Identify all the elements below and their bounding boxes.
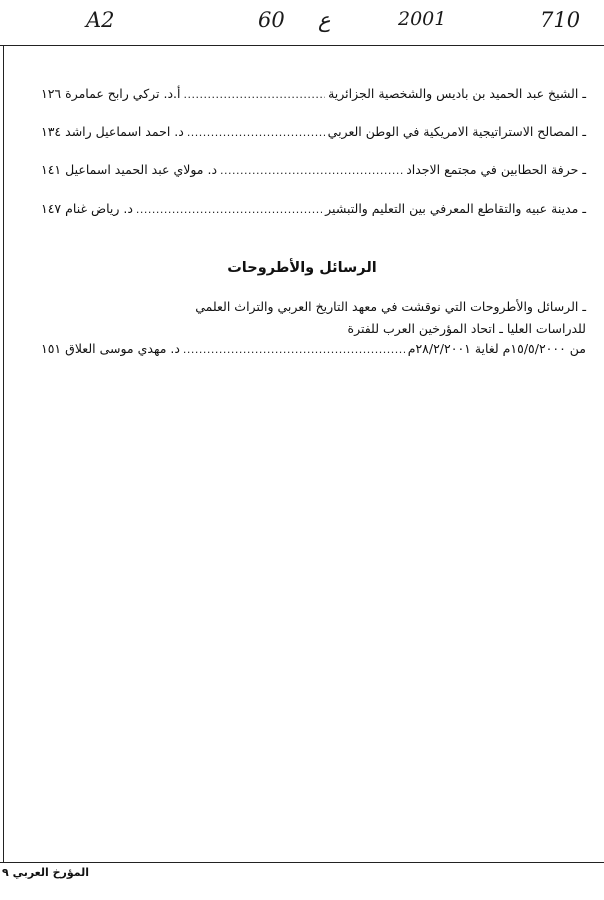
handwritten-note-3: ع (318, 8, 331, 32)
toc-entry-author: أ.د. تركي رابح عمامرة (65, 86, 181, 101)
toc-entry-title: المصالح الاستراتيجية الامريكية في الوطن العربي (327, 124, 579, 139)
theses-description-line-2: للدراسات العليا ـ اتحاد المؤرخين العرب للفترة (347, 321, 586, 336)
toc-entry-dash: ـ (582, 162, 586, 177)
toc-leader-dots (220, 162, 403, 180)
toc-leader-dots (136, 201, 322, 219)
toc-entry-title: حرفة الحطابين في مجتمع الاجداد (406, 162, 579, 177)
toc-entry-author: د. مولاي عبد الحميد اسماعيل (65, 162, 218, 177)
toc-entry-author: د. احمد اسماعيل راشد (65, 124, 184, 139)
toc-entry (41, 123, 586, 142)
handwritten-note-1: A2 (86, 8, 115, 32)
left-margin-rule (3, 45, 4, 863)
toc-leader-dots (183, 341, 405, 359)
toc-entry-dash: ـ (582, 201, 586, 216)
theses-date-range: من ١٥/٥/٢٠٠٠م لغاية ٢٨/٢/٢٠٠١م (407, 341, 586, 356)
toc-entry-title: الشيخ عبد الحميد بن باديس والشخصية الجزائرية (328, 86, 579, 101)
handwritten-note-2: 60 (258, 8, 285, 32)
toc-leader-dots (184, 86, 326, 104)
top-rule (0, 45, 604, 46)
toc-entry (41, 200, 586, 219)
toc-entry-page: ١٤٧ (41, 201, 62, 216)
toc-entry-page: ١٢٦ (41, 86, 62, 101)
section-heading-theses: الرسائل والأطروحات (227, 260, 377, 276)
toc-entry-page: ١٤١ (41, 162, 62, 177)
toc-entry-author: د. رياض غنام (65, 201, 133, 216)
footer-page-number: ٩ (2, 866, 9, 879)
handwritten-note-4: 2001 (398, 8, 447, 30)
toc-entry-dash: ـ (582, 86, 586, 101)
toc-entry-dash: ـ (582, 124, 586, 139)
theses-description-line-1: ـ الرسائل والأطروحات التي نوقشت في معهد التاريخ العربي والتراث العلمي (195, 299, 586, 314)
toc-entry-page: ١٥١ (41, 341, 62, 356)
toc-entry (41, 85, 586, 104)
toc-entry-author: د. مهدي موسى العلاق (65, 341, 180, 356)
toc-entry-page: ١٣٤ (41, 124, 62, 139)
toc-entry-theses (41, 340, 586, 359)
handwritten-note-5: 710 (540, 8, 581, 32)
toc-entry-title: مدينة عبيه والتقاطع المعرفي بين التعليم والتبشير (325, 201, 579, 216)
footer-rule (0, 862, 604, 863)
toc-leader-dots (187, 124, 325, 142)
footer-journal-name: المؤرخ العربي (12, 866, 90, 879)
footer (2, 866, 89, 879)
toc-entry (41, 161, 586, 180)
